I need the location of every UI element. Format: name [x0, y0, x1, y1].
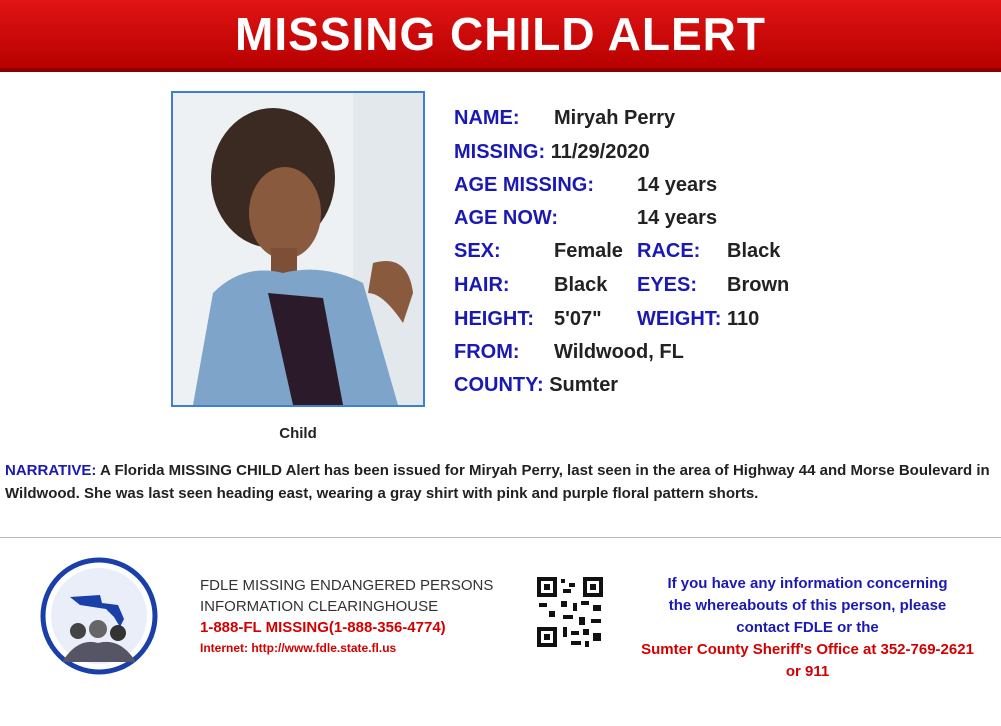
narrative-text: A Florida MISSING CHILD Alert has been issued for Miryah Perry, last seen in the area of Highway 44 and Morse Boulevard in Wildwood. She was last seen heading east, wearing a gray shirt with pink and purple floral pattern shorts. — [5, 462, 990, 502]
weight-value: 110 — [727, 308, 760, 330]
age-now-label: AGE NOW: — [454, 207, 559, 229]
contact-line-1: If you have any information concerning — [667, 575, 948, 592]
hotline-phone: 1-888-FL MISSING(1-888-356-4774) — [200, 619, 446, 636]
from-value: Wildwood, FL — [554, 341, 684, 363]
org-line-2: INFORMATION CLEARINGHOUSE — [200, 598, 439, 615]
photo-caption: Child — [279, 425, 317, 442]
fdle-clearinghouse-logo — [40, 557, 158, 675]
narrative-label: NARRATIVE: — [5, 462, 97, 479]
contact-line-5: or 911 — [785, 663, 830, 680]
age-missing-label: AGE MISSING: — [454, 174, 595, 196]
missing-label: MISSING: — [454, 141, 546, 163]
info-hair-eyes — [454, 274, 790, 297]
child-photo-illustration — [173, 93, 423, 405]
eyes-label: EYES: — [637, 274, 698, 296]
age-now-value: 14 years — [637, 207, 718, 229]
info-height-weight — [454, 308, 760, 331]
eyes-value: Brown — [727, 274, 790, 296]
contact-line-2: the whereabouts of this person, please — [668, 597, 947, 614]
name-value: Miryah Perry — [554, 107, 676, 129]
info-sex-race — [454, 240, 781, 263]
weight-label: WEIGHT: — [637, 308, 722, 330]
qr-code-icon — [535, 575, 605, 649]
child-photo — [171, 91, 425, 407]
sex-value: Female — [554, 240, 623, 262]
county-label: COUNTY: — [454, 374, 544, 396]
contact-line-4: Sumter County Sheriff's Office at 352-769-2621 — [641, 641, 974, 658]
name-label: NAME: — [454, 107, 520, 129]
info-county — [454, 374, 618, 397]
banner-title: MISSING CHILD ALERT — [235, 8, 766, 60]
race-label: RACE: — [637, 240, 701, 262]
sex-label: SEX: — [454, 240, 501, 262]
footer-divider — [0, 537, 1001, 538]
contact-line-3: contact FDLE or the — [736, 619, 879, 636]
race-value: Black — [727, 240, 781, 262]
alert-banner — [0, 0, 1001, 72]
website-link[interactable]: Internet: http://www.fdle.state.fl.us — [200, 641, 397, 655]
missing-value: 11/29/2020 — [550, 141, 650, 163]
org-line-1: FDLE MISSING ENDANGERED PERSONS — [200, 577, 494, 594]
hair-value: Black — [554, 274, 608, 296]
contact-info — [615, 573, 1000, 683]
info-age-now — [454, 207, 718, 230]
info-missing — [454, 141, 650, 164]
footer-org-info — [200, 575, 520, 659]
info-from — [454, 341, 684, 364]
info-name — [454, 107, 676, 130]
height-value: 5'07" — [554, 308, 602, 330]
height-label: HEIGHT: — [454, 308, 534, 330]
info-age-missing — [454, 174, 718, 197]
hair-label: HAIR: — [454, 274, 510, 296]
age-missing-value: 14 years — [637, 174, 718, 196]
county-value: Sumter — [549, 374, 619, 396]
from-label: FROM: — [454, 341, 520, 363]
narrative — [5, 459, 995, 505]
